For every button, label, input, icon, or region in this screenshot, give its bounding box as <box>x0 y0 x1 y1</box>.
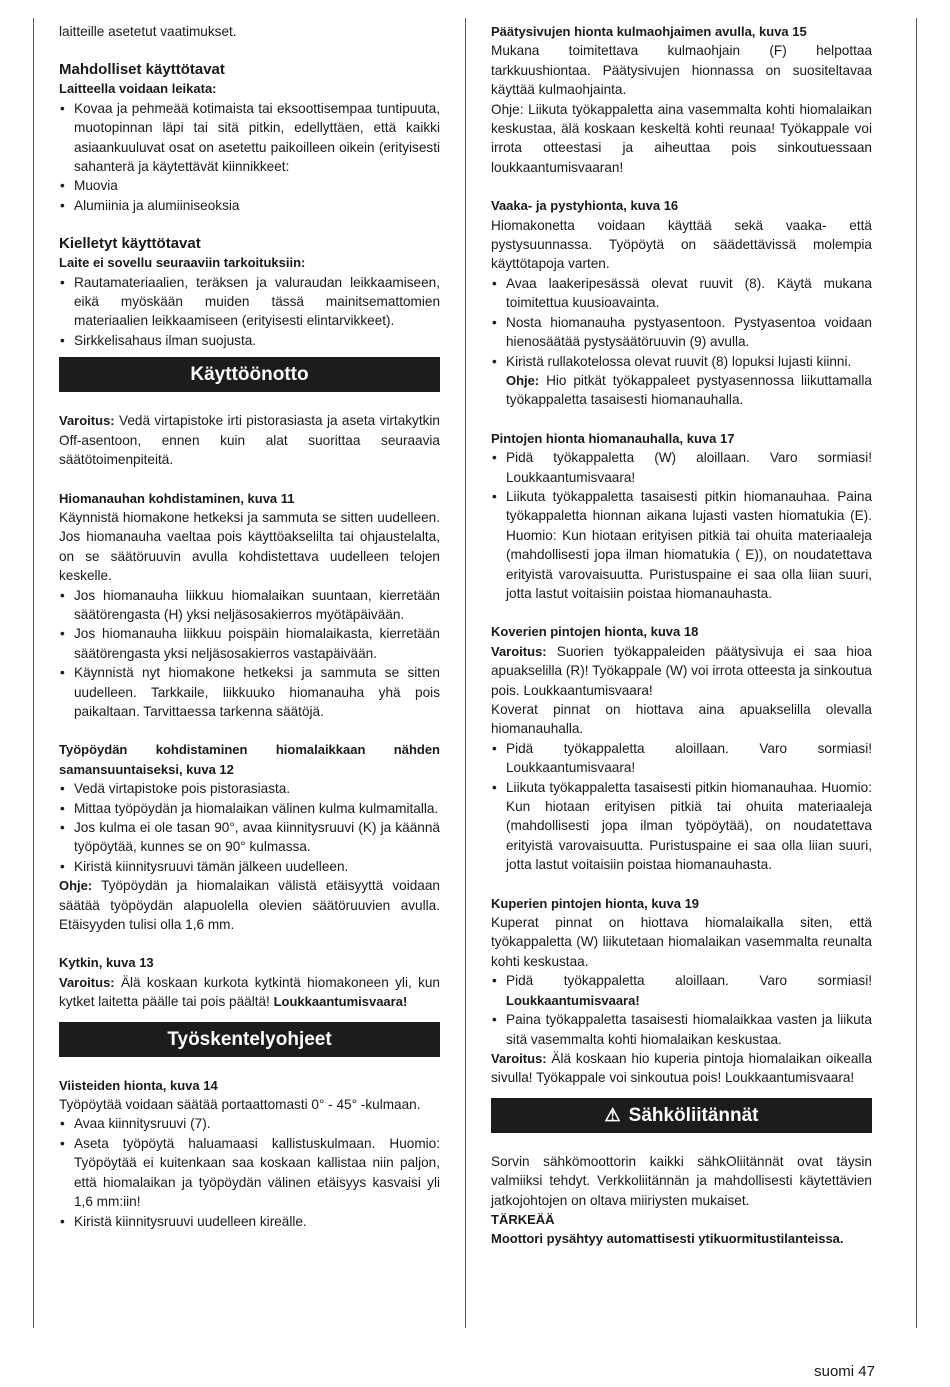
list-item: • Sirkkelisahaus ilman suojusta. <box>59 331 440 350</box>
forbidden-uses-list <box>59 273 440 351</box>
warning-text: Vedä virtapistoke irti pistorasiasta ja aseta virtakytkin Off-asentoon, ennen kuin alat suorittaa seuraavia säätötoimenpiteitä. <box>59 413 440 468</box>
concave-text: Koverat pinnat on hiottava aina apuakselilla olevalla hiomanauhalla. <box>491 702 872 737</box>
hv-sanding-text: Hiomakonetta voidaan käyttää sekä vaaka- että pystysuunnassa. Työpöytä on säädettävissä molempia käyttötapoja varten. <box>491 217 872 272</box>
list-item: • Liikuta työkappaletta tasaisesti pitkin hiomanauhaa. Huomio: Kun hiotaan erityisen pitkiä tai ohuita materiaaleja (mahdollisesti jopa ilman työpöytää), on noudatettava erityistä varovaisuutta. Puristuspaine ei saa olla liian suuri, jotta lastut voitaisiin poistaa hiomanauhasta. <box>491 778 872 875</box>
work-instructions-section-bar: Työskentelyohjeet <box>59 1022 440 1057</box>
table-alignment-list <box>59 779 440 876</box>
bevel-text: Työpöytää voidaan säätää portaattomasti 0° - 45° -kulmaan. <box>59 1097 421 1113</box>
convex-list <box>491 971 872 1049</box>
list-item: • Kovaa ja pehmeää kotimaista tai eksoottisempaa tuntipuuta, muotopinnan läpi tai sitä pitkin, edellyttäen, että kaikki asiaankuuluvat osat on asetettu paikoilleen oikein (erityisesti sahanterä ja käytettävät kiinnikkeet: <box>59 99 440 177</box>
possible-uses-heading: Mahdolliset käyttötavat <box>59 61 225 79</box>
list-item: • Nosta hiomanauha pystyasentoon. Pystyasentoa voidaan hienosäätää pystysäätöruuvin (9) avulla. <box>491 313 872 352</box>
warning-label: Varoitus: <box>59 413 115 429</box>
belt-alignment-list <box>59 586 440 722</box>
concave-warning <box>491 642 872 700</box>
warning-text: Älä koskaan hio kuperia pintoja hiomalaikan oikealla sivulla! Työkappale voi sinkoutua pois! Loukkaantumisvaara! <box>491 1050 872 1086</box>
item-text: Pidä työkappaletta aloillaan. Varo sormiasi! <box>506 973 872 989</box>
note-label: Ohje: <box>506 372 540 388</box>
possible-uses-subheading: Laitteella voidaan leikata: <box>59 81 217 97</box>
important-label: TÄRKEÄÄ <box>491 1211 555 1227</box>
list-item: • Paina työkappaletta tasaisesti hiomalaikkaa vasten ja liikuta sitä vasemmalta kohti hiomalaikan keskustaa. <box>491 1010 872 1049</box>
list-item: • Rautamateriaalien, teräksen ja valuraudan leikkaamiseen, eikä myöskään muiden tässä mainitsemattomien materiaalien leikkaamiseen (erityisesti elintarvikkeet). <box>59 273 440 331</box>
concave-list <box>491 739 872 875</box>
note-text: Hio pitkät työkappaleet pystyasennossa liikuttamalla työkappaletta tasaisesti hiomanauhalla. <box>506 372 872 408</box>
list-item: • Käynnistä nyt hiomakone hetkeksi ja sammuta se sitten uudelleen. Tarkkaile, liikkuuko hiomanauha yhä pois paikaltaan. Tarvittaessa tarkenna säätöjä. <box>59 663 440 721</box>
convex-sanding-heading: Kuperien pintojen hionta, kuva 19 <box>491 895 700 911</box>
right-column <box>491 22 872 1249</box>
commissioning-warning <box>59 411 440 469</box>
list-item: • Pidä työkappaletta aloillaan. Varo sormiasi! Loukkaantumisvaara! <box>491 739 872 778</box>
left-column <box>59 22 440 1231</box>
column-rule-right <box>916 18 917 1328</box>
bevel-list <box>59 1114 440 1230</box>
end-sanding-text: Mukana toimitettava kulmaohjain (F) helpottaa tarkkuushiontaa. Päätysivujen hionnassa on suositeltavaa käyttää kulmaohjainta. <box>491 43 872 98</box>
convex-warning <box>491 1049 872 1088</box>
hv-sanding-heading: Vaaka- ja pystyhionta, kuva 16 <box>491 198 679 214</box>
warning-label: Varoitus: <box>491 643 547 659</box>
switch-heading: Kytkin, kuva 13 <box>59 955 154 971</box>
list-item: • Jos kulma ei ole tasan 90°, avaa kiinnitysruuvi (K) ja käännä työpöytää, kunnes se on 90° kulmassa. <box>59 818 440 857</box>
table-alignment-note <box>59 876 440 934</box>
convex-text: Kuperat pinnat on hiottava hiomalaikalla siten, että työkappaletta (W) liikutetaan hiomalaikan vasemmalta reunalta kohti keskustaa. <box>491 915 872 969</box>
list-item: • Jos hiomanauha liikkuu hiomalaikan suuntaan, kierretään säätörengasta (H) yksi neljäsosakierros myötäpäivään. <box>59 586 440 625</box>
list-item: • Liikuta työkappaletta tasaisesti pitkin hiomanauhaa. Paina työkappaletta hionnan aikana lujasti vasten hiomatukia (E). Huomio: Kun hiotaan erityisen pitkiä tai ohuita materiaaleja (mahdollisesti jopa ilman hiomatukia ( E)), on noudatettava erityistä varovaisuutta. Puristuspaine ei saa olla liian suuri, jotta lastut voitaisiin poistaa hiomanauhasta. <box>491 487 872 603</box>
warning-text: Suorien työkappaleiden päätysivuja ei saa hioa apuakselilla (R)! Työkappale (W) voi irrota otteesta ja sinkoutua pois. Loukkaantumisvaara! <box>491 643 872 698</box>
surface-sanding-heading: Pintojen hionta hiomanauhalla, kuva 17 <box>491 430 735 446</box>
list-item: • Kiristä kiinnitysruuvi uudelleen kireälle. <box>59 1212 440 1231</box>
switch-warning <box>59 973 440 1012</box>
list-item: • Muovia <box>59 176 440 195</box>
concave-sanding-heading: Koverien pintojen hionta, kuva 18 <box>491 624 699 640</box>
warning-label: Varoitus: <box>491 1050 547 1066</box>
note-label: Ohje: <box>59 878 93 894</box>
list-item <box>491 971 872 1010</box>
warning-text: Älä koskaan kurkota kytkintä hiomakoneen yli, kun kytket laitetta päälle tai pois päältä! <box>59 974 440 1010</box>
list-item: • Avaa kiinnitysruuvi (7). <box>59 1114 440 1133</box>
list-item: • Avaa laakeripesässä olevat ruuvit (8). Käytä mukana toimitettua kuusioavainta. <box>491 274 872 313</box>
list-item: • Aseta työpöytä haluamaasi kallistuskulmaan. Huomio: Työpöytää ei kuitenkaan saa koskaan kallistaa niin paljon, että hiomalaikan ja työpöydän välinen etäisyys kasvaisi yli 1,6 mm:iin! <box>59 1134 440 1212</box>
belt-alignment-text: Käynnistä hiomakone hetkeksi ja sammuta se sitten uudelleen. Jos hiomanauha vaeltaa pois käyttöakselilta tai ohjaustelalta, on se säätöruuvin avulla kohdistettava uudelleen telojen keskelle. <box>59 509 440 584</box>
list-item: • Kiristä rullakotelossa olevat ruuvit (8) lopuksi lujasti kiinni. <box>491 352 872 371</box>
list-item: • Kiristä kiinnitysruuvi tämän jälkeen uudelleen. <box>59 857 440 876</box>
note-text: Työpöydän ja hiomalaikan välistä etäisyyttä voidaan säätää työpöydän alapuolella olevien säätöruuvien avulla. Etäisyyden tulisi olla 1,6 mm. <box>59 878 440 933</box>
possible-uses-list <box>59 99 440 215</box>
end-sanding-heading: Päätysivujen hionta kulmaohjaimen avulla, kuva 15 <box>491 24 807 39</box>
electrical-text: Sorvin sähkömoottorin kaikki sähkOliitännät ovat täysin valmiiksi tehdyt. Verkkoliitännän ja mahdollisesti käytettävien jatkojohtojen on oltava miiriysten mukaiset. <box>491 1153 872 1208</box>
list-item: • Vedä virtapistoke pois pistorasiasta. <box>59 779 440 798</box>
electrical-section-bar <box>491 1098 872 1133</box>
table-alignment-heading: Työpöydän kohdistaminen hiomalaikkaan nähden samansuuntaiseksi, kuva 12 <box>59 742 440 777</box>
forbidden-uses-subheading: Laite ei sovellu seuraaviin tarkoituksiin: <box>59 255 306 271</box>
warning-emphasis: Loukkaantumisvaara! <box>273 994 408 1010</box>
page-number: suomi 47 <box>814 1363 875 1380</box>
warning-label: Varoitus: <box>59 974 115 990</box>
belt-alignment-heading: Hiomanauhan kohdistaminen, kuva 11 <box>59 490 295 506</box>
commissioning-section-bar: Käyttöönotto <box>59 357 440 392</box>
list-item: • Pidä työkappaletta (W) aloillaan. Varo sormiasi! Loukkaantumisvaara! <box>491 448 872 487</box>
forbidden-uses-heading: Kielletyt käyttötavat <box>59 235 201 253</box>
bevel-heading: Viisteiden hionta, kuva 14 <box>59 1077 218 1093</box>
hv-sanding-list <box>491 274 872 371</box>
list-item: • Jos hiomanauha liikkuu poispäin hiomalaikasta, kierretään säätörengasta yksi neljäsosakierros vastapäivään. <box>59 624 440 663</box>
list-item: • Alumiinia ja alumiiniseoksia <box>59 196 440 215</box>
list-item: • Mittaa työpöydän ja hiomalaikan välinen kulma kulmamitalla. <box>59 799 440 818</box>
important-text: Moottori pysähtyy automattisesti ytikuormitustilanteissa. <box>491 1231 844 1247</box>
item-emphasis: Loukkaantumisvaara! <box>506 992 640 1008</box>
column-rule-middle <box>465 18 466 1328</box>
hv-sanding-note <box>491 371 872 410</box>
intro-text: laitteille asetetut vaatimukset. <box>59 24 237 39</box>
surface-sanding-list <box>491 448 872 603</box>
column-rule-left <box>33 18 34 1328</box>
end-sanding-note: Ohje: Liikuta työkappaletta aina vasemmalta kohti hiomalaikan keskustaa, älä koskaan keskeltä kohti reunaa! Työkappale voi irrota otteestasi ja aiheuttaa pois sinkoutuessaan loukkaantumisvaaran! <box>491 101 872 175</box>
warning-triangle-icon: ⚠ <box>604 1104 621 1125</box>
electrical-title: Sähköliitännät <box>628 1104 759 1126</box>
